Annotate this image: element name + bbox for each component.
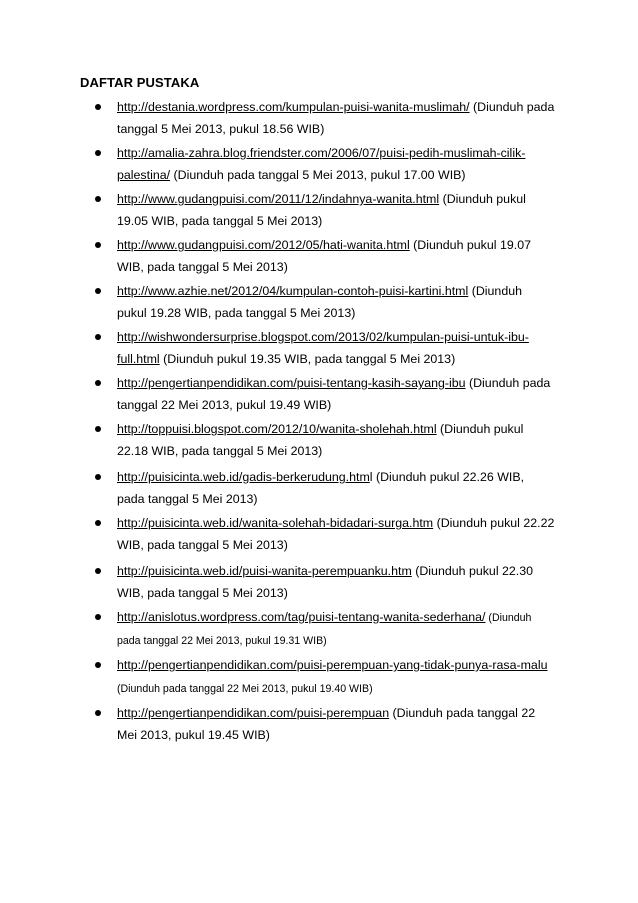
bullet-icon: [95, 196, 101, 202]
bullet-icon: [95, 474, 101, 480]
bullet-icon: [95, 426, 101, 432]
reference-note: (Diunduh pada tanggal 22 Mei 2013, pukul 19.40 WIB): [117, 683, 373, 695]
page-title: DAFTAR PUSTAKA: [80, 75, 200, 90]
reference-link[interactable]: http://puisicinta.web.id/gadis-berkerudung.htm: [117, 470, 370, 484]
reference-note: (Diunduh pada tanggal 22 Mei 2013, pukul 19.31 WIB): [117, 612, 532, 647]
reference-item: [95, 512, 555, 556]
reference-note: (Diunduh pada tanggal 5 Mei 2013, pukul 17.00 WIB): [170, 168, 466, 182]
bullet-icon: [95, 662, 101, 668]
bullet-icon: [95, 614, 101, 620]
reference-note: (Diunduh pukul 19.35 WIB, pada tanggal 5 Mei 2013): [159, 352, 456, 366]
reference-link[interactable]: http://pengertianpendidikan.com/puisi-perempuan-yang-tidak-punya-rasa-malu: [117, 658, 548, 672]
bullet-icon: [95, 520, 101, 526]
reference-item: [95, 606, 555, 652]
reference-link[interactable]: http://toppuisi.blogspot.com/2012/10/wanita-sholehah.html: [117, 422, 437, 436]
reference-link[interactable]: http://www.gudangpuisi.com/2011/12/indahnya-wanita.html: [117, 192, 440, 206]
reference-link[interactable]: http://puisicinta.web.id/wanita-solehah-bidadari-surga.htm: [117, 516, 434, 530]
reference-item: [95, 96, 555, 140]
reference-link[interactable]: http://anislotus.wordpress.com/tag/puisi-tentang-wanita-sederhana/: [117, 610, 486, 624]
bullet-icon: [95, 380, 101, 386]
bullet-icon: [95, 288, 101, 294]
reference-note: (Diunduh pukul 22.30 WIB, pada tanggal 5 Mei 2013): [117, 564, 534, 600]
reference-item: [95, 466, 555, 510]
reference-item: [95, 142, 555, 186]
reference-item: [95, 326, 555, 370]
reference-link[interactable]: http://amalia-zahra.blog.friendster.com/2006/07/puisi-pedih-muslimah-cilik-palestina/: [117, 146, 526, 182]
reference-note: (Diunduh pada tanggal 22 Mei 2013, pukul 19.49 WIB): [117, 376, 551, 412]
bullet-icon: [95, 334, 101, 340]
bullet-icon: [95, 150, 101, 156]
reference-note: (Diunduh pukul 19.07 WIB, pada tanggal 5 Mei 2013): [117, 238, 531, 274]
reference-link[interactable]: http://puisicinta.web.id/puisi-wanita-perempuanku.htm: [117, 564, 412, 578]
reference-note: (Diunduh pukul 22.18 WIB, pada tanggal 5 Mei 2013): [117, 422, 524, 458]
reference-item: [95, 418, 555, 462]
reference-note: (Diunduh pukul 22.22 WIB, pada tanggal 5 Mei 2013): [117, 516, 555, 552]
bullet-icon: [95, 104, 101, 110]
reference-item: [95, 372, 555, 416]
bullet-icon: [95, 242, 101, 248]
bullet-icon: [95, 710, 101, 716]
reference-note: l (Diunduh pukul 22.26 WIB, pada tanggal 5 Mei 2013): [117, 470, 525, 506]
reference-item: [95, 654, 555, 700]
reference-link[interactable]: http://pengertianpendidikan.com/puisi-perempuan: [117, 706, 390, 720]
reference-note: (Diunduh pada tanggal 22 Mei 2013, pukul 19.45 WIB): [117, 706, 536, 742]
reference-item: [95, 560, 555, 604]
reference-note: (Diunduh pada tanggal 5 Mei 2013, pukul 18.56 WIB): [117, 100, 555, 136]
reference-note: (Diunduh pukul 19.05 WIB, pada tanggal 5 Mei 2013): [117, 192, 526, 228]
reference-link[interactable]: http://wishwondersurprise.blogspot.com/2013/02/kumpulan-puisi-untuk-ibu-full.html: [117, 330, 529, 366]
reference-note: (Diunduh pukul 19.28 WIB, pada tanggal 5 Mei 2013): [117, 284, 522, 320]
reference-item: [95, 234, 555, 278]
bullet-icon: [95, 568, 101, 574]
reference-list: [95, 96, 555, 748]
reference-link[interactable]: http://pengertianpendidikan.com/puisi-tentang-kasih-sayang-ibu: [117, 376, 466, 390]
reference-item: [95, 188, 555, 232]
reference-link[interactable]: http://www.gudangpuisi.com/2012/05/hati-wanita.html: [117, 238, 410, 252]
reference-item: [95, 702, 555, 746]
reference-item: [95, 280, 555, 324]
reference-link[interactable]: http://destania.wordpress.com/kumpulan-puisi-wanita-muslimah/: [117, 100, 470, 114]
reference-link[interactable]: http://www.azhie.net/2012/04/kumpulan-contoh-puisi-kartini.html: [117, 284, 469, 298]
